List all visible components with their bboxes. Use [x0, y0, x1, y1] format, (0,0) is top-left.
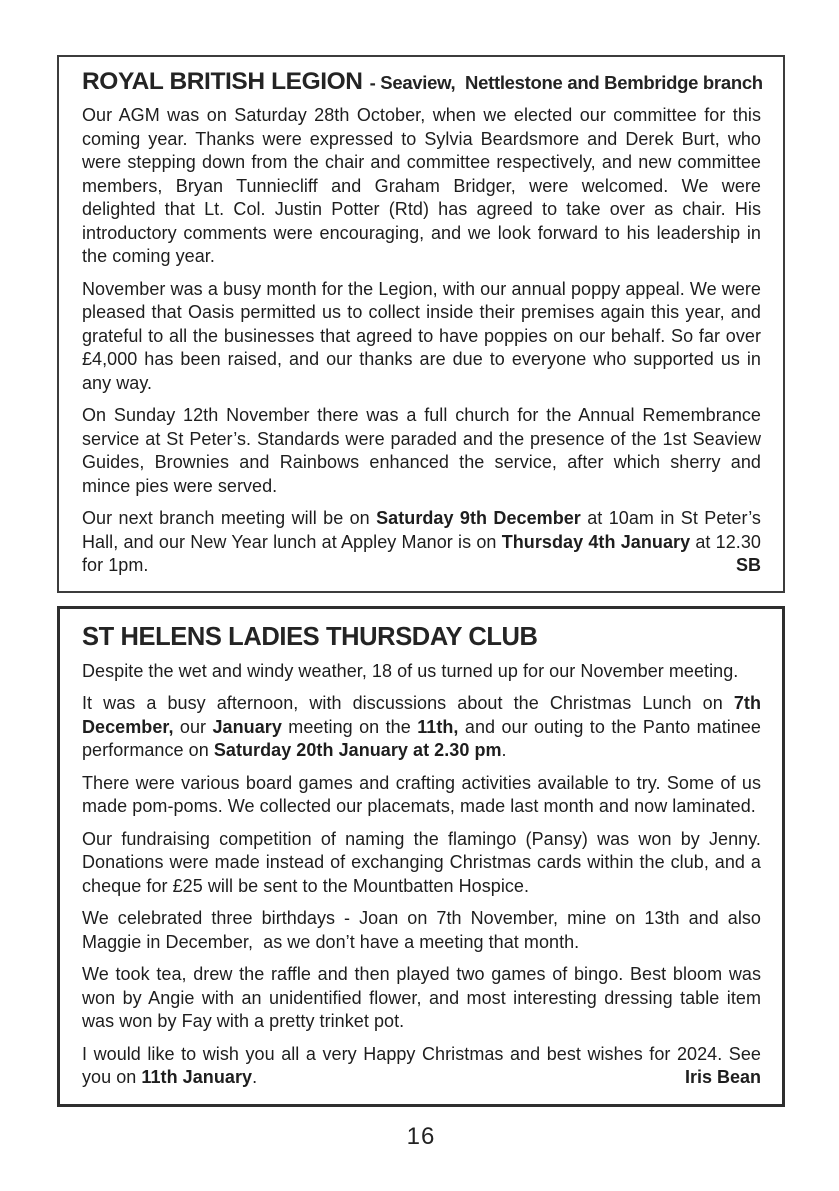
text-run: our — [173, 716, 213, 737]
text-run: . — [501, 740, 507, 760]
text-run: 11th January — [141, 1067, 253, 1087]
text-run: It was a busy afternoon, with discussions about the Christmas Lunch on — [82, 693, 734, 713]
article-body — [82, 104, 767, 578]
paragraph — [82, 963, 767, 1034]
article-title — [82, 68, 761, 96]
paragraph — [82, 660, 761, 684]
paragraph — [82, 104, 767, 269]
text-run: January — [212, 716, 282, 737]
page-number: 16 — [406, 1122, 436, 1150]
text-run: Saturday 9th December — [376, 508, 581, 528]
text-run: There were various board games and crafting activities available to try. Some of us made pom-poms. We collected our placemats, made last month and now laminated. — [82, 772, 767, 816]
article-title-main: ST HELENS LADIES THURSDAY CLUB — [82, 622, 538, 651]
text-run: 7th December, — [82, 693, 767, 737]
article-title-sub: - Seaview, Nettlestone and Bembridge branch — [369, 72, 763, 93]
article-royal-british-legion — [57, 55, 785, 593]
article-title — [82, 623, 761, 652]
article-st-helens-ladies-thursday-club — [57, 606, 785, 1107]
paragraph — [82, 1043, 767, 1090]
text-run: I would like to wish you all a very Happy Christmas and best wishes for 2024. See you on — [82, 1043, 767, 1087]
text-run: 11th, — [417, 716, 459, 737]
text-run: Thursday 4th January — [501, 531, 691, 552]
paragraph — [82, 692, 767, 763]
text-run: at 12.30 for 1pm. — [82, 531, 767, 575]
paragraph — [82, 828, 767, 899]
text-run: and our outing to the Panto matinee performance on — [82, 716, 767, 760]
text-run: at 10am in St Peter’s Hall, and our New Year lunch at Appley Manor is on — [82, 508, 767, 552]
text-run: Our AGM was on Saturday 28th October, when we elected our committee for this coming year. Thanks were expressed to Sylvia Beardsmore and Derek Burt, who were stepping down from the chair and committee respectively, and new committee members, Bryan Tunniecliff and Graham Bridger, were welcomed. We were delighted that Lt. Col. Justin Potter (Rtd) has agreed to take over as chair. His introductory comments were encouraging, and we look forward to his leadership in the coming year. — [82, 105, 767, 266]
article-body — [82, 660, 767, 1090]
text-run: We took tea, drew the raffle and then played two games of bingo. Best bloom was won by Angie with an unidentified flower, and most interesting dressing table item was won by Fay with a pretty trinket pot. — [82, 964, 767, 1031]
text-run: Despite the wet and windy weather, 18 of us turned up for our November meeting. — [82, 660, 739, 681]
text-run: . — [252, 1067, 258, 1087]
signature: Iris Bean — [684, 1067, 761, 1087]
text-run: Our next branch meeting will be on — [82, 508, 377, 528]
text-run: Our fundraising competition of naming the flamingo (Pansy) was won by Jenny. Donations were made instead of exchanging Christmas cards within the club, and a cheque for £25 will be sent to the Mountbatten Hospice. — [82, 828, 767, 896]
text-run: Saturday 20th January at 2.30 pm — [213, 740, 502, 760]
paragraph — [82, 404, 767, 498]
paragraph — [82, 772, 767, 819]
paragraph — [82, 507, 767, 578]
text-run: November was a busy month for the Legion, with our annual poppy appeal. We were pleased that Oasis permitted us to collect inside their premises again this year, and grateful to all the businesses that agreed to have poppies on our behalf. So far over £4,000 has been raised, and our thanks are due to everyone who supported us in any way. — [82, 278, 767, 393]
text-run: meeting on the — [281, 716, 418, 737]
paragraph — [82, 278, 767, 396]
signature: SB — [735, 555, 761, 575]
paragraph — [82, 907, 767, 954]
text-run: On Sunday 12th November there was a full church for the Annual Remembrance service at St Peter’s. Standards were paraded and the presence of the 1st Seaview Guides, Brownies and Rainbows enhanced the service, after which sherry and mince pies were served. — [82, 405, 767, 496]
text-run: We celebrated three birthdays - Joan on 7th November, mine on 13th and also Maggie in December, as we don’t have a meeting that month. — [82, 908, 767, 952]
article-title-main: ROYAL BRITISH LEGION — [82, 68, 363, 95]
